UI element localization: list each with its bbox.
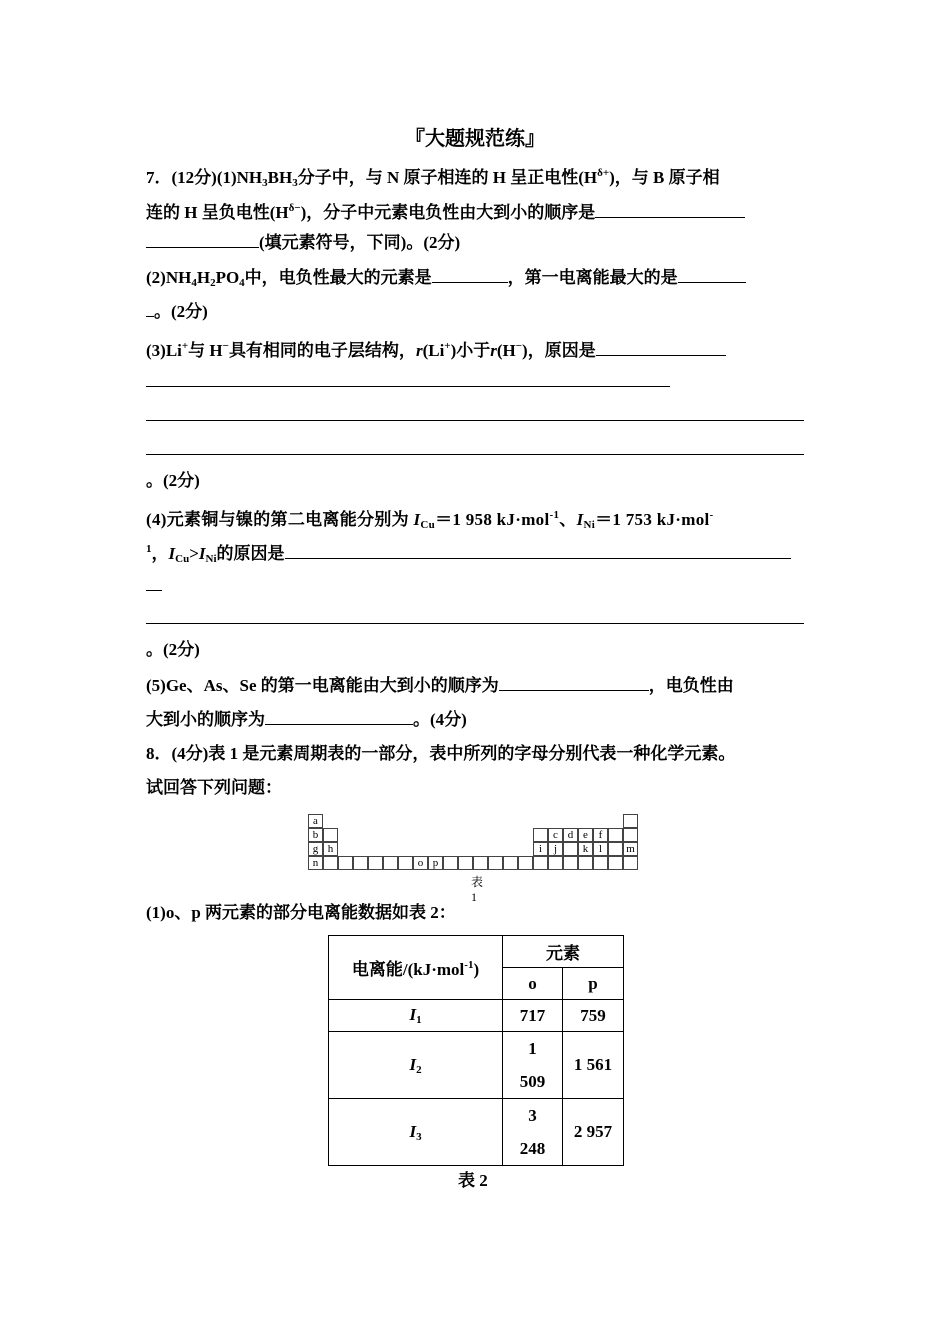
pt-cell: j — [548, 842, 563, 856]
q8-part-1: (1)o、p 两元素的部分电离能数据如表 2： — [146, 903, 456, 922]
pt-cell — [563, 842, 578, 856]
pt-cell — [608, 828, 623, 842]
table2-row-label: $I_1$ — [329, 1000, 503, 1032]
pt-cell: n — [308, 856, 323, 870]
answer-line[interactable] — [146, 590, 162, 591]
pt-cell — [623, 828, 638, 842]
pt-cell — [503, 856, 518, 870]
table-row — [329, 1032, 624, 1099]
table2-row-label: $I_2$ — [329, 1032, 503, 1099]
pt-cell: p — [428, 856, 443, 870]
table2-col-o: o — [503, 968, 563, 1000]
pt-cell: d — [563, 828, 578, 842]
pt-cell — [383, 856, 398, 870]
q7-part-4: (4)元素铜与镍的第二电离能分别为 $I_{Cu}=1$ 958 kJ·mol$^{-1}$、$I_{Ni}=1$ 753 kJ·mol- — [146, 509, 714, 531]
q7-part-5: (5)Ge、As、Se 的第一电离能由大到小的顺序为 ，电负性由 — [146, 676, 734, 695]
q7-part-2-end: 。(2分) — [146, 300, 208, 323]
answer-blank[interactable] — [285, 542, 791, 559]
pt-cell — [533, 856, 548, 870]
table2-header-element: 元素 — [503, 936, 624, 968]
answer-blank[interactable] — [146, 300, 154, 317]
pt-cell: a — [308, 814, 323, 828]
q7-line-1: 7．(12分)$(1)NH_3BH_3$分子中，与 N 原子相连的 H 呈正电性$(H^{\delta+})$，与 B 原子相 — [146, 167, 720, 189]
q7-part-3: (3)Li+与 H−具有相同的电子层结构，r(Li+)小于r(H−)，原因是 — [146, 335, 726, 362]
table2-cell: 2 957 — [563, 1099, 624, 1166]
answer-line[interactable] — [146, 623, 804, 624]
pt-cell — [443, 856, 458, 870]
pt-cell — [518, 856, 533, 870]
answer-blank[interactable] — [499, 674, 649, 691]
q7-part-3-end: 。(2分) — [146, 471, 200, 490]
pt-cell — [533, 828, 548, 842]
answer-blank[interactable] — [596, 339, 726, 356]
table2-cell: 1 509 — [503, 1032, 563, 1099]
answer-blank[interactable] — [595, 201, 745, 218]
pt-cell — [608, 842, 623, 856]
answer-blank[interactable] — [146, 231, 259, 248]
q8-line-1: 8．(4分)表 1 是元素周期表的一部分，表中所列的字母分别代表一种化学元素。 — [146, 744, 736, 763]
pt-cell: i — [533, 842, 548, 856]
table1-caption: 表1 — [471, 875, 484, 904]
q7-part-5-line-2: 大到小的顺序为 。(4分) — [146, 710, 467, 729]
pt-cell — [323, 856, 338, 870]
table2-cell: 3 248 — [503, 1099, 563, 1166]
table2-col-p: p — [563, 968, 624, 1000]
pt-cell — [353, 856, 368, 870]
pt-cell — [323, 828, 338, 842]
q7-line-2: 连的 H 呈负电性$(H^{\delta-})$，分子中元素电负性由大到小的顺序是 — [146, 197, 745, 224]
pt-cell — [473, 856, 488, 870]
table2-row-label: $I_3$ — [329, 1099, 503, 1166]
q7-line-3: (填元素符号，下同)。(2分) — [146, 231, 460, 254]
pt-cell: g — [308, 842, 323, 856]
pt-cell: c — [548, 828, 563, 842]
pt-cell — [548, 856, 563, 870]
q7-part-4-line-2: $^1$，$I_{Cu}>I_{Ni}$的原因是 — [146, 538, 791, 570]
pt-cell: e — [578, 828, 593, 842]
pt-cell — [563, 856, 578, 870]
table2-cell: 759 — [563, 1000, 624, 1032]
pt-cell: o — [413, 856, 428, 870]
pt-cell — [593, 856, 608, 870]
ionization-energy-table — [328, 935, 624, 1166]
answer-blank[interactable] — [265, 708, 413, 725]
pt-cell — [458, 856, 473, 870]
section-title: 『大题规范练』 — [405, 126, 545, 150]
pt-cell: k — [578, 842, 593, 856]
answer-line[interactable] — [146, 420, 804, 421]
pt-cell — [608, 856, 623, 870]
pt-cell — [488, 856, 503, 870]
pt-cell: b — [308, 828, 323, 842]
q8-line-2: 试回答下列问题： — [146, 778, 282, 797]
pt-cell — [338, 856, 353, 870]
pt-cell: l — [593, 842, 608, 856]
q7-part-4-end: 。(2分) — [146, 640, 200, 659]
table2-cell: 717 — [503, 1000, 563, 1032]
answer-line[interactable] — [146, 386, 670, 387]
pt-cell: h — [323, 842, 338, 856]
table2-header-left: 电离能/(kJ·mol$^{-1}$) — [329, 936, 503, 1000]
q7-part-2: $(2)NH_4H_2PO_4$中，电负性最大的元素是 ，第一电离能最大的是 — [146, 266, 746, 294]
pt-cell — [398, 856, 413, 870]
pt-cell: f — [593, 828, 608, 842]
answer-blank[interactable] — [432, 266, 508, 283]
answer-blank[interactable] — [678, 266, 746, 283]
pt-cell: m — [623, 842, 638, 856]
table-row — [329, 1000, 624, 1032]
pt-cell — [368, 856, 383, 870]
pt-cell — [623, 814, 638, 828]
answer-line[interactable] — [146, 454, 804, 455]
table-row — [329, 1099, 624, 1166]
pt-cell — [623, 856, 638, 870]
table2-caption: 表 2 — [458, 1171, 488, 1190]
table2-cell: 1 561 — [563, 1032, 624, 1099]
pt-cell — [578, 856, 593, 870]
